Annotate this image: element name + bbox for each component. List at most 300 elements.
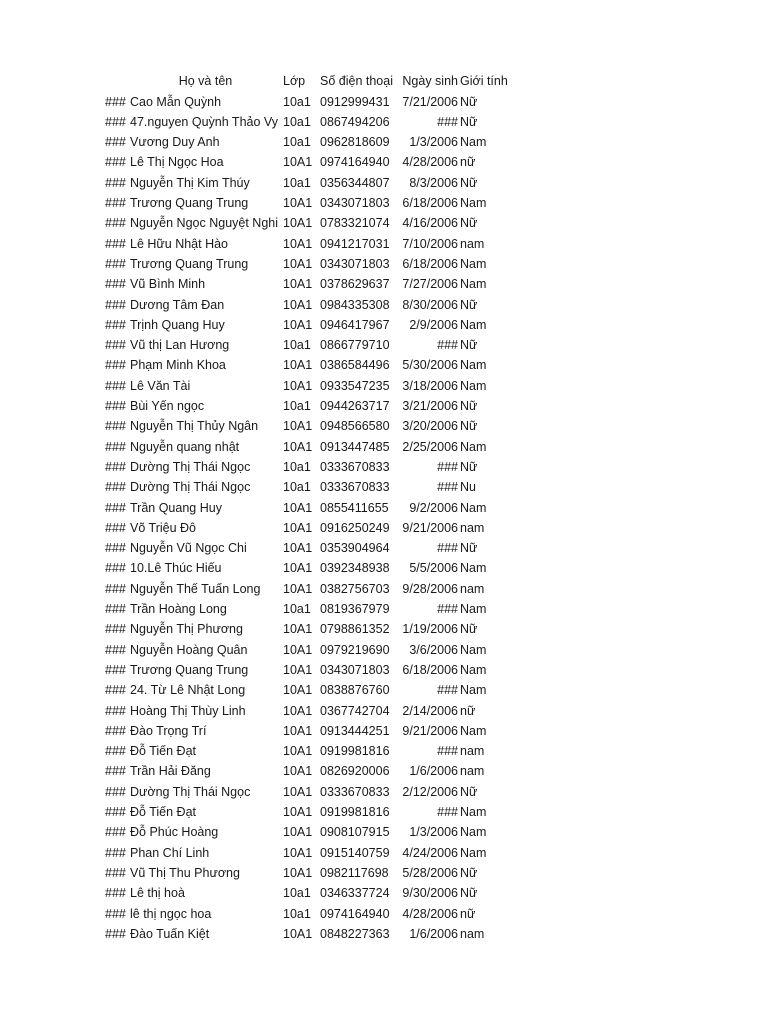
cell-stt[interactable]: ### (105, 764, 126, 779)
cell-stt[interactable]: ### (105, 480, 126, 495)
table-row (0, 741, 768, 761)
cell-name[interactable]: Cao Mẫn Quỳnh (130, 94, 222, 109)
cell-dob[interactable]: ### (437, 541, 458, 556)
cell-stt[interactable]: ### (105, 459, 126, 474)
cell-gender[interactable]: Nam (460, 135, 487, 150)
cell-dob[interactable]: 4/28/2006 (402, 155, 458, 170)
cell-dob[interactable]: 1/19/2006 (402, 622, 458, 637)
table-row (0, 498, 768, 518)
cell-dob[interactable]: 8/3/2006 (409, 175, 458, 190)
cell-stt[interactable]: ### (105, 825, 126, 840)
cell-phone[interactable]: 0912999431 (320, 94, 390, 109)
table-row (0, 315, 768, 335)
table-row (0, 518, 768, 538)
cell-gender[interactable]: nam (460, 764, 485, 779)
table-row (0, 457, 768, 477)
cell-class[interactable]: 10A1 (283, 723, 313, 738)
cell-stt[interactable]: ### (105, 135, 126, 150)
cell-phone[interactable]: 0392348938 (320, 561, 390, 576)
cell-dob[interactable]: 8/30/2006 (402, 297, 458, 312)
cell-stt[interactable]: ### (105, 155, 126, 170)
cell-name[interactable]: Vũ Bình Minh (130, 277, 206, 292)
cell-dob[interactable]: ### (437, 744, 458, 759)
cell-class[interactable]: 10a1 (283, 135, 311, 150)
cell-stt[interactable]: ### (105, 541, 126, 556)
cell-phone[interactable]: 0933547235 (320, 378, 390, 393)
cell-stt[interactable]: ### (105, 277, 126, 292)
cell-class[interactable]: 10a1 (283, 886, 311, 901)
cell-dob[interactable]: 9/28/2006 (402, 581, 458, 596)
cell-class[interactable]: 10A1 (283, 784, 313, 799)
cell-phone[interactable]: 0353904964 (320, 541, 390, 556)
cell-stt[interactable]: ### (105, 723, 126, 738)
table-row (0, 335, 768, 355)
cell-stt[interactable]: ### (105, 703, 126, 718)
table-row (0, 579, 768, 599)
cell-gender[interactable]: Nữ (460, 399, 478, 413)
cell-gender[interactable]: Nam (460, 723, 487, 738)
cell-dob[interactable]: 9/21/2006 (402, 520, 458, 535)
cell-gender[interactable]: Nữ (460, 338, 478, 353)
cell-name[interactable]: Nguyễn Ngọc Nguyệt Nghi (130, 216, 278, 231)
cell-stt[interactable]: ### (105, 622, 126, 637)
cell-phone[interactable]: 0913444251 (320, 723, 390, 738)
cell-dob[interactable]: 3/18/2006 (402, 378, 458, 393)
cell-phone[interactable]: 0908107915 (320, 825, 390, 840)
cell-phone[interactable]: 0913447485 (320, 439, 390, 454)
cell-class[interactable]: 10A1 (283, 703, 313, 718)
cell-gender[interactable]: Nữ (460, 175, 478, 190)
cell-class[interactable]: 10a1 (283, 94, 311, 109)
cell-name[interactable]: Dường Thị Thái Ngọc (130, 459, 251, 474)
cell-phone[interactable]: 0919981816 (320, 744, 390, 759)
table-row (0, 802, 768, 822)
cell-stt[interactable]: ### (105, 114, 126, 129)
cell-name[interactable]: Nguyễn Thị Thủy Ngân (130, 419, 259, 434)
cell-phone[interactable]: 0382756703 (320, 581, 390, 596)
table-row (0, 213, 768, 233)
cell-stt[interactable]: ### (105, 419, 126, 434)
cell-class[interactable]: 10a1 (283, 602, 311, 616)
cell-phone[interactable]: 0855411655 (320, 500, 389, 515)
cell-phone[interactable]: 0343071803 (320, 256, 390, 271)
cell-class[interactable]: 10A1 (283, 196, 313, 210)
cell-dob[interactable]: ### (437, 805, 458, 819)
cell-dob[interactable]: 5/30/2006 (402, 358, 458, 373)
cell-class[interactable]: 10A1 (283, 865, 313, 880)
cell-class[interactable]: 10A1 (283, 236, 313, 251)
cell-dob[interactable]: 6/18/2006 (402, 196, 458, 210)
cell-stt[interactable]: ### (105, 378, 126, 393)
cell-class[interactable]: 10A1 (283, 297, 313, 312)
cell-phone[interactable]: 0979219690 (320, 642, 390, 657)
cell-gender[interactable]: Nam (460, 317, 487, 332)
cell-gender[interactable]: Nam (460, 845, 487, 860)
cell-dob[interactable]: 2/25/2006 (402, 439, 458, 454)
table-row (0, 234, 768, 254)
cell-dob[interactable]: ### (437, 480, 458, 495)
cell-phone[interactable]: 0915140759 (320, 845, 390, 860)
cell-dob[interactable]: 6/18/2006 (402, 256, 458, 271)
cell-phone[interactable]: 0333670833 (320, 480, 390, 495)
cell-class[interactable]: 10A1 (283, 216, 313, 231)
cell-name[interactable]: Hoàng Thị Thùy Linh (130, 703, 246, 718)
table-row (0, 112, 768, 132)
cell-dob[interactable]: 7/27/2006 (402, 277, 458, 292)
cell-phone[interactable]: 0848227363 (320, 926, 390, 941)
header-class[interactable]: Lớp (283, 74, 306, 88)
cell-name[interactable]: Đào Tuấn Kiệt (130, 926, 210, 941)
table-row (0, 822, 768, 842)
cell-class[interactable]: 10A1 (283, 825, 313, 840)
cell-dob[interactable]: 1/6/2006 (409, 764, 458, 779)
cell-gender[interactable]: Nữ (460, 94, 478, 109)
cell-gender[interactable]: nam (460, 744, 485, 759)
cell-name[interactable]: Trần Hải Đăng (130, 764, 211, 779)
cell-phone[interactable]: 0944263717 (320, 399, 390, 413)
table-row (0, 843, 768, 863)
cell-stt[interactable]: ### (105, 784, 126, 799)
table-row (0, 538, 768, 558)
cell-class[interactable]: 10A1 (283, 561, 313, 576)
table-row (0, 437, 768, 457)
cell-name[interactable]: 10.Lê Thúc Hiếu (130, 561, 222, 576)
cell-gender[interactable]: nữ (460, 155, 476, 170)
cell-phone[interactable]: 0367742704 (320, 703, 390, 718)
cell-name[interactable]: Trương Quang Trung (130, 196, 249, 210)
cell-name[interactable]: Dương Tâm Đan (130, 297, 225, 312)
cell-stt[interactable]: ### (105, 520, 126, 535)
cell-dob[interactable]: 5/5/2006 (409, 561, 458, 576)
cell-dob[interactable]: 1/3/2006 (409, 825, 458, 840)
cell-phone[interactable]: 0343071803 (320, 662, 390, 677)
cell-gender[interactable]: Nam (460, 277, 487, 292)
table-row (0, 295, 768, 315)
cell-class[interactable]: 10A1 (283, 500, 313, 515)
cell-class[interactable]: 10A1 (283, 581, 313, 596)
cell-gender[interactable]: Nam (460, 561, 487, 576)
cell-phone[interactable]: 0867494206 (320, 114, 390, 129)
cell-dob[interactable]: 4/28/2006 (402, 906, 458, 921)
cell-dob[interactable]: 9/2/2006 (409, 500, 458, 515)
cell-gender[interactable]: Nam (460, 683, 487, 698)
cell-gender[interactable]: Nam (460, 358, 487, 373)
cell-phone[interactable]: 0962818609 (320, 135, 390, 150)
cell-dob[interactable]: 3/21/2006 (402, 399, 458, 413)
cell-stt[interactable]: ### (105, 683, 126, 698)
cell-dob[interactable]: 7/21/2006 (402, 94, 458, 109)
cell-class[interactable]: 10A1 (283, 520, 313, 535)
cell-stt[interactable]: ### (105, 500, 126, 515)
cell-gender[interactable]: Nữ (460, 886, 478, 901)
cell-name[interactable]: Vương Duy Anh (130, 135, 220, 150)
table-row (0, 193, 768, 213)
cell-stt[interactable]: ### (105, 845, 126, 860)
cell-gender[interactable]: Nữ (460, 541, 478, 556)
cell-gender[interactable]: nữ (460, 906, 476, 921)
cell-gender[interactable]: Nữ (460, 784, 478, 799)
table-row (0, 355, 768, 375)
cell-gender[interactable]: Nam (460, 439, 487, 454)
cell-stt[interactable]: ### (105, 926, 126, 941)
cell-stt[interactable]: ### (105, 439, 126, 454)
cell-phone[interactable]: 0333670833 (320, 459, 390, 474)
cell-gender[interactable]: Nam (460, 805, 487, 819)
cell-name[interactable]: Nguyễn Vũ Ngọc Chi (130, 541, 247, 556)
cell-class[interactable]: 10A1 (283, 317, 313, 332)
cell-name[interactable]: Đào Trọng Trí (130, 723, 207, 738)
cell-gender[interactable]: Nữ (460, 419, 478, 434)
cell-gender[interactable]: Nữ (460, 459, 478, 474)
cell-dob[interactable]: ### (437, 602, 458, 616)
cell-dob[interactable]: 6/18/2006 (402, 662, 458, 677)
cell-stt[interactable]: ### (105, 256, 126, 271)
table-row (0, 640, 768, 660)
cell-name[interactable]: Lê Thị Ngọc Hoa (130, 155, 224, 170)
cell-class[interactable]: 10A1 (283, 378, 313, 393)
cell-stt[interactable]: ### (105, 317, 126, 332)
cell-dob[interactable]: 5/28/2006 (402, 865, 458, 880)
cell-gender[interactable]: Nam (460, 196, 487, 210)
cell-stt[interactable]: ### (105, 297, 126, 312)
table-row (0, 274, 768, 294)
cell-name[interactable]: Nguyễn Thị Kim Thúy (130, 175, 250, 190)
cell-phone[interactable]: 0333670833 (320, 784, 390, 799)
cell-phone[interactable]: 0916250249 (320, 520, 390, 535)
cell-class[interactable]: 10A1 (283, 662, 313, 677)
cell-dob[interactable]: 7/10/2006 (402, 236, 458, 251)
cell-stt[interactable]: ### (105, 581, 126, 596)
cell-stt[interactable]: ### (105, 744, 126, 759)
cell-stt[interactable]: ### (105, 196, 126, 210)
cell-dob[interactable]: 4/24/2006 (402, 845, 458, 860)
header-dob[interactable]: Ngày sinh (402, 74, 458, 88)
cell-name[interactable]: Bùi Yến ngọc (130, 399, 205, 413)
cell-name[interactable]: Trương Quang Trung (130, 256, 249, 271)
cell-dob[interactable]: 2/12/2006 (402, 784, 458, 799)
cell-name[interactable]: Phạm Minh Khoa (130, 358, 226, 373)
cell-dob[interactable]: ### (437, 338, 458, 353)
table-row (0, 863, 768, 883)
cell-dob[interactable]: 1/6/2006 (409, 926, 458, 941)
cell-class[interactable]: 10A1 (283, 358, 313, 373)
cell-stt[interactable]: ### (105, 399, 126, 413)
cell-gender[interactable]: Nam (460, 825, 487, 840)
cell-class[interactable]: 10a1 (283, 114, 311, 129)
cell-class[interactable]: 10a1 (283, 399, 311, 413)
cell-class[interactable]: 10A1 (283, 277, 313, 292)
header-name[interactable]: Họ và tên (178, 74, 233, 88)
cell-class[interactable]: 10A1 (283, 764, 313, 779)
cell-phone[interactable]: 0826920006 (320, 764, 390, 779)
cell-stt[interactable]: ### (105, 906, 126, 921)
cell-gender[interactable]: Nam (460, 500, 487, 515)
table-row (0, 254, 768, 274)
cell-name[interactable]: Trương Quang Trung (130, 662, 249, 677)
cell-name[interactable]: Lê thị hoà (130, 886, 185, 901)
cell-name[interactable]: Lê Văn Tài (130, 378, 191, 393)
cell-gender[interactable]: Nữ (460, 297, 478, 312)
cell-class[interactable]: 10A1 (283, 805, 313, 819)
cell-dob[interactable]: 3/20/2006 (402, 419, 458, 434)
header-gender[interactable]: Giới tính (460, 74, 508, 88)
table-row (0, 416, 768, 436)
cell-phone[interactable]: 0974164940 (320, 155, 390, 170)
cell-name[interactable]: Trần Quang Huy (130, 500, 222, 515)
cell-gender[interactable]: Nữ (460, 622, 478, 637)
cell-stt[interactable]: ### (105, 805, 126, 819)
table-row (0, 396, 768, 416)
cell-gender[interactable]: Nam (460, 378, 487, 393)
cell-gender[interactable]: nam (460, 236, 485, 251)
table-row (0, 132, 768, 152)
cell-name[interactable]: Dường Thị Thái Ngọc (130, 784, 251, 799)
cell-gender[interactable]: nam (460, 581, 485, 596)
cell-name[interactable]: Vũ Thị Thu Phương (130, 865, 240, 880)
cell-gender[interactable]: Nam (460, 662, 487, 677)
cell-class[interactable]: 10a1 (283, 459, 311, 474)
cell-class[interactable]: 10A1 (283, 622, 313, 637)
table-row (0, 619, 768, 639)
cell-gender[interactable]: Nam (460, 256, 487, 271)
cell-phone[interactable]: 0378629637 (320, 277, 390, 292)
cell-phone[interactable]: 0941217031 (320, 236, 390, 251)
cell-stt[interactable]: ### (105, 175, 126, 190)
table-row (0, 558, 768, 578)
cell-name[interactable]: Đỗ Tiến Đạt (130, 805, 197, 819)
header-phone[interactable]: Số điện thoại (320, 74, 393, 88)
cell-gender[interactable]: Nu (460, 480, 476, 495)
header-row (0, 71, 768, 91)
cell-class[interactable]: 10A1 (283, 256, 313, 271)
cell-stt[interactable]: ### (105, 216, 126, 231)
cell-class[interactable]: 10A1 (283, 439, 313, 454)
cell-name[interactable]: Vũ thị Lan Hương (130, 338, 230, 353)
table-row (0, 761, 768, 781)
table-row (0, 376, 768, 396)
cell-name[interactable]: Đỗ Phúc Hoàng (130, 825, 219, 840)
cell-gender[interactable]: nữ (460, 703, 476, 718)
cell-phone[interactable]: 0948566580 (320, 419, 390, 434)
cell-gender[interactable]: nam (460, 926, 485, 941)
cell-phone[interactable]: 0946417967 (320, 317, 390, 332)
cell-class[interactable]: 10A1 (283, 926, 313, 941)
cell-gender[interactable]: nam (460, 520, 485, 535)
cell-name[interactable]: Nguyễn Thế Tuấn Long (130, 581, 261, 596)
table-row (0, 173, 768, 193)
cell-dob[interactable]: 9/21/2006 (402, 723, 458, 738)
table-row (0, 599, 768, 619)
cell-class[interactable]: 10a1 (283, 906, 311, 921)
cell-name[interactable]: Nguyễn Thị Phương (130, 622, 243, 637)
table-row (0, 477, 768, 497)
cell-phone[interactable]: 0356344807 (320, 175, 390, 190)
table-row (0, 92, 768, 112)
cell-dob[interactable]: 3/6/2006 (409, 642, 458, 657)
cell-dob[interactable]: 9/30/2006 (402, 886, 458, 901)
cell-stt[interactable]: ### (105, 236, 126, 251)
cell-phone[interactable]: 0984335308 (320, 297, 390, 312)
cell-phone[interactable]: 0386584496 (320, 358, 390, 373)
cell-name[interactable]: Lê Hữu Nhật Hào (130, 236, 229, 251)
cell-name[interactable]: Trịnh Quang Huy (130, 317, 225, 332)
cell-class[interactable]: 10A1 (283, 683, 313, 698)
cell-dob[interactable]: 1/3/2006 (409, 135, 458, 150)
cell-name[interactable]: Dường Thị Thái Ngọc (130, 480, 251, 495)
cell-phone[interactable]: 0819367979 (320, 602, 390, 616)
cell-dob[interactable]: ### (437, 114, 458, 129)
table-row (0, 680, 768, 700)
cell-gender[interactable]: Nam (460, 602, 487, 616)
cell-name[interactable]: Võ Triệu Đô (130, 520, 197, 535)
cell-stt[interactable]: ### (105, 602, 126, 616)
cell-dob[interactable]: ### (437, 459, 458, 474)
cell-stt[interactable]: ### (105, 642, 126, 657)
cell-stt[interactable]: ### (105, 358, 126, 373)
cell-class[interactable]: 10A1 (283, 155, 313, 170)
cell-class[interactable]: 10A1 (283, 845, 313, 860)
cell-gender[interactable]: Nam (460, 642, 487, 657)
cell-phone[interactable]: 0838876760 (320, 683, 390, 698)
cell-name[interactable]: Đỗ Tiến Đạt (130, 744, 197, 759)
cell-phone[interactable]: 0866779710 (320, 338, 390, 353)
table-row (0, 701, 768, 721)
cell-dob[interactable]: ### (437, 683, 458, 698)
cell-name[interactable]: Nguyễn quang nhật (130, 439, 240, 454)
cell-gender[interactable]: Nữ (460, 216, 478, 231)
cell-phone[interactable]: 0343071803 (320, 196, 390, 210)
cell-class[interactable]: 10A1 (283, 642, 313, 657)
cell-class[interactable]: 10A1 (283, 744, 313, 759)
cell-dob[interactable]: 2/9/2006 (409, 317, 458, 332)
cell-phone[interactable]: 0974164940 (320, 906, 390, 921)
table-row (0, 782, 768, 802)
cell-phone[interactable]: 0798861352 (320, 622, 390, 637)
cell-class[interactable]: 10a1 (283, 480, 311, 495)
cell-stt[interactable]: ### (105, 338, 126, 353)
table-row (0, 152, 768, 172)
cell-phone[interactable]: 0783321074 (320, 216, 390, 231)
cell-stt[interactable]: ### (105, 94, 126, 109)
cell-gender[interactable]: Nữ (460, 114, 478, 129)
cell-name[interactable]: Trần Hoàng Long (130, 602, 227, 616)
cell-name[interactable]: Phan Chí Linh (130, 845, 210, 860)
cell-gender[interactable]: Nữ (460, 865, 478, 880)
cell-dob[interactable]: 4/16/2006 (402, 216, 458, 231)
table-row (0, 721, 768, 741)
cell-class[interactable]: 10a1 (283, 338, 311, 353)
cell-stt[interactable]: ### (105, 662, 126, 677)
cell-name[interactable]: Nguyễn Hoàng Quân (130, 642, 248, 657)
cell-name[interactable]: 47.nguyen Quỳnh Thảo Vy (130, 114, 279, 129)
table-row (0, 883, 768, 903)
cell-stt[interactable]: ### (105, 865, 126, 880)
table-row (0, 924, 768, 944)
cell-dob[interactable]: 2/14/2006 (402, 703, 458, 718)
cell-class[interactable]: 10A1 (283, 541, 313, 556)
cell-stt[interactable]: ### (105, 886, 126, 901)
cell-name[interactable]: lê thị ngọc hoa (130, 906, 212, 921)
cell-name[interactable]: 24. Từ Lê Nhật Long (130, 683, 246, 698)
cell-phone[interactable]: 0346337724 (320, 886, 390, 901)
cell-stt[interactable]: ### (105, 561, 126, 576)
table-row (0, 660, 768, 680)
cell-class[interactable]: 10a1 (283, 175, 311, 190)
cell-phone[interactable]: 0919981816 (320, 805, 390, 819)
cell-phone[interactable]: 0982117698 (320, 865, 389, 880)
table-row (0, 904, 768, 924)
cell-class[interactable]: 10A1 (283, 419, 313, 434)
